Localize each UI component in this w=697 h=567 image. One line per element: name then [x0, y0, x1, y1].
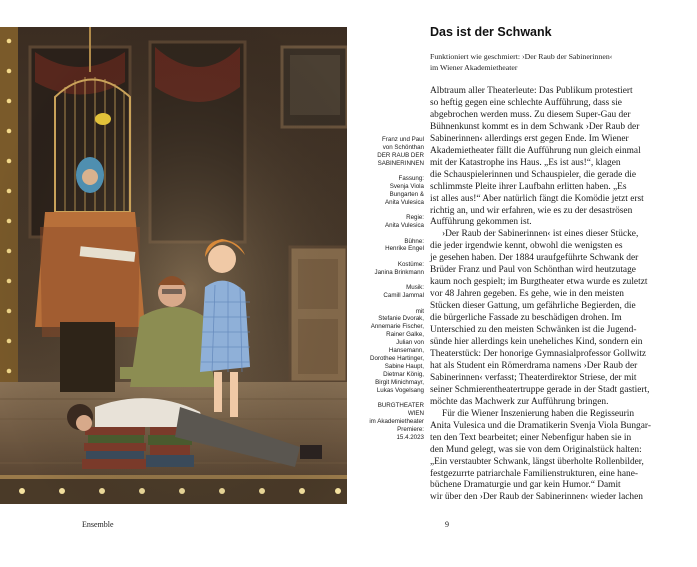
body-line: sünde hier allerdings kein uneheliches Kind, sondern ein: [430, 337, 643, 348]
body-line: abgebrochen werden muss. Zu diesem Super-Gau der: [430, 109, 631, 120]
body-line: Akademietheater fällt die Aufführung nun gleich einmal: [430, 145, 641, 156]
body-line: wir über den ›Der Raub der Sabinerinnen‹ wieder lachen: [430, 492, 643, 503]
body-line: ten den Text bearbeitet; einer Nebenfigur haben sie in: [430, 432, 632, 443]
body-line: Sabinerinnen‹ allerdings erst gegen Ende. Im Wiener: [430, 133, 629, 144]
body-line: kaum noch gespielt; im Burgtheater etwa wurde es zuletzt: [430, 277, 648, 288]
body-line: Theaterstück: Der honorige Gymnasialprofessor Gollwitz: [430, 348, 647, 359]
article-headline: Das ist der Schwank: [430, 25, 552, 39]
body-line: Unterschied zu den meisten Schwänken ist die Jugend-: [430, 325, 637, 336]
body-line: die Schauspielerinnen und Schauspieler, die gerade die: [430, 169, 637, 180]
body-line: je gesehen haben. Der 1884 uraufgeführte Schwank der: [430, 253, 639, 264]
body-line: Für die Wiener Inszenierung haben die Regisseurin: [442, 408, 635, 419]
credits-direction: Regie: Anita Vulesica: [385, 214, 424, 230]
body-line: Stücken dieser Gattung, um gefährliche Begierden, die: [430, 301, 636, 312]
body-line: büchene Dramaturgie und gar kein Humor.“ Damit: [430, 480, 621, 491]
credits-stage: Bühne: Henrike Engel: [385, 237, 424, 253]
credits-costumes: Kostüme: Janina Brinkmann: [374, 260, 424, 276]
body-line: möchte das Machwerk zur Aufführung bringen.: [430, 396, 609, 407]
article-body: [430, 86, 692, 504]
body-line: Bühnenkunst kommt es in dem Schwank ›Der Raub der: [430, 121, 640, 132]
production-credits: [352, 136, 424, 449]
credits-title: Franz und Paul von Schönthan DER RAUB DER SABINERINNEN: [377, 136, 424, 167]
body-line: mit der Katastrophe ins Haus. „Es ist aus!“, klagen: [430, 157, 621, 168]
body-line: so heftig gegen eine schlechte Aufführung, dass sie: [430, 97, 622, 108]
body-line: ist alles aus!“ Aber natürlich fängt die Komödie jetzt erst: [430, 193, 644, 204]
body-line: richtig an, und wir erfahren, wie es zu der desaströsen: [430, 205, 633, 216]
body-line: festgezurrte patriarchale Familienstrukturen, eine hane-: [430, 468, 638, 479]
body-line: „Ein verstaubter Schwank, längst überholte Rollenbilder,: [430, 456, 644, 467]
body-line: seiner Schmierentheatertruppe gerade in der Stadt gastiert,: [430, 384, 650, 395]
body-line: Anita Vulesica und die Dramatikerin Svenja Viola Bungar-: [430, 420, 651, 431]
section-footer: Ensemble: [82, 520, 114, 529]
page-number: 9: [445, 520, 449, 529]
body-line: ›Der Raub der Sabinerinnen‹ ist eines dieser Stücke,: [442, 229, 639, 240]
body-line: Sabinerinnen‹ verfasst; Theaterdirektor Striese, der mit: [430, 372, 637, 383]
body-line: die jeder irgendwie kennt, obwohl die wenigsten es: [430, 241, 623, 252]
body-line: Brüder Franz und Paul von Schönthan wird heutzutage: [430, 265, 636, 276]
body-line: Aufführung gekommen ist.: [430, 217, 532, 228]
body-line: hat als Student ein Römerdrama namens ›Der Raub der: [430, 360, 638, 371]
body-line: vor 48 Jahren gegeben. Es gehe, wie in den meisten: [430, 289, 624, 300]
body-line: Albtraum aller Theaterleute: Das Publikum protestiert: [430, 86, 633, 96]
body-line: schlimmste Pleite ihrer Laufbahn erlitten haben. „Es: [430, 181, 627, 192]
body-line: den Mund gelegt, was sie von dem Originalstück halten:: [430, 444, 642, 455]
credits-venue: BURGTHEATER WIEN im Akademietheater Premiere: 15.4.2023: [369, 401, 424, 441]
credits-adaptation: Fassung: Svenja Viola Bungarten & Anita Vulesica: [385, 175, 424, 206]
stage-photo: [0, 27, 347, 504]
credits-music: Musik: Camill Jammal: [383, 284, 424, 300]
body-line: die bürgerliche Fassade zu beschädigen drohen. Im: [430, 313, 622, 324]
article-subtitle: Funktioniert wie geschmiert: ›Der Raub der Sabinerinnen‹ im Wiener Akademietheater: [430, 52, 613, 72]
credits-cast: mit Stefanie Dvorak, Annemarie Fischer, Rainer Galke, Julian von Hansemann, Dorothee Hartinger, Sabine Haupt, Dietmar König, Birgit Minichmayr, Lukas Vogelsang: [370, 307, 424, 394]
stage-scene-illustration: [0, 27, 347, 504]
